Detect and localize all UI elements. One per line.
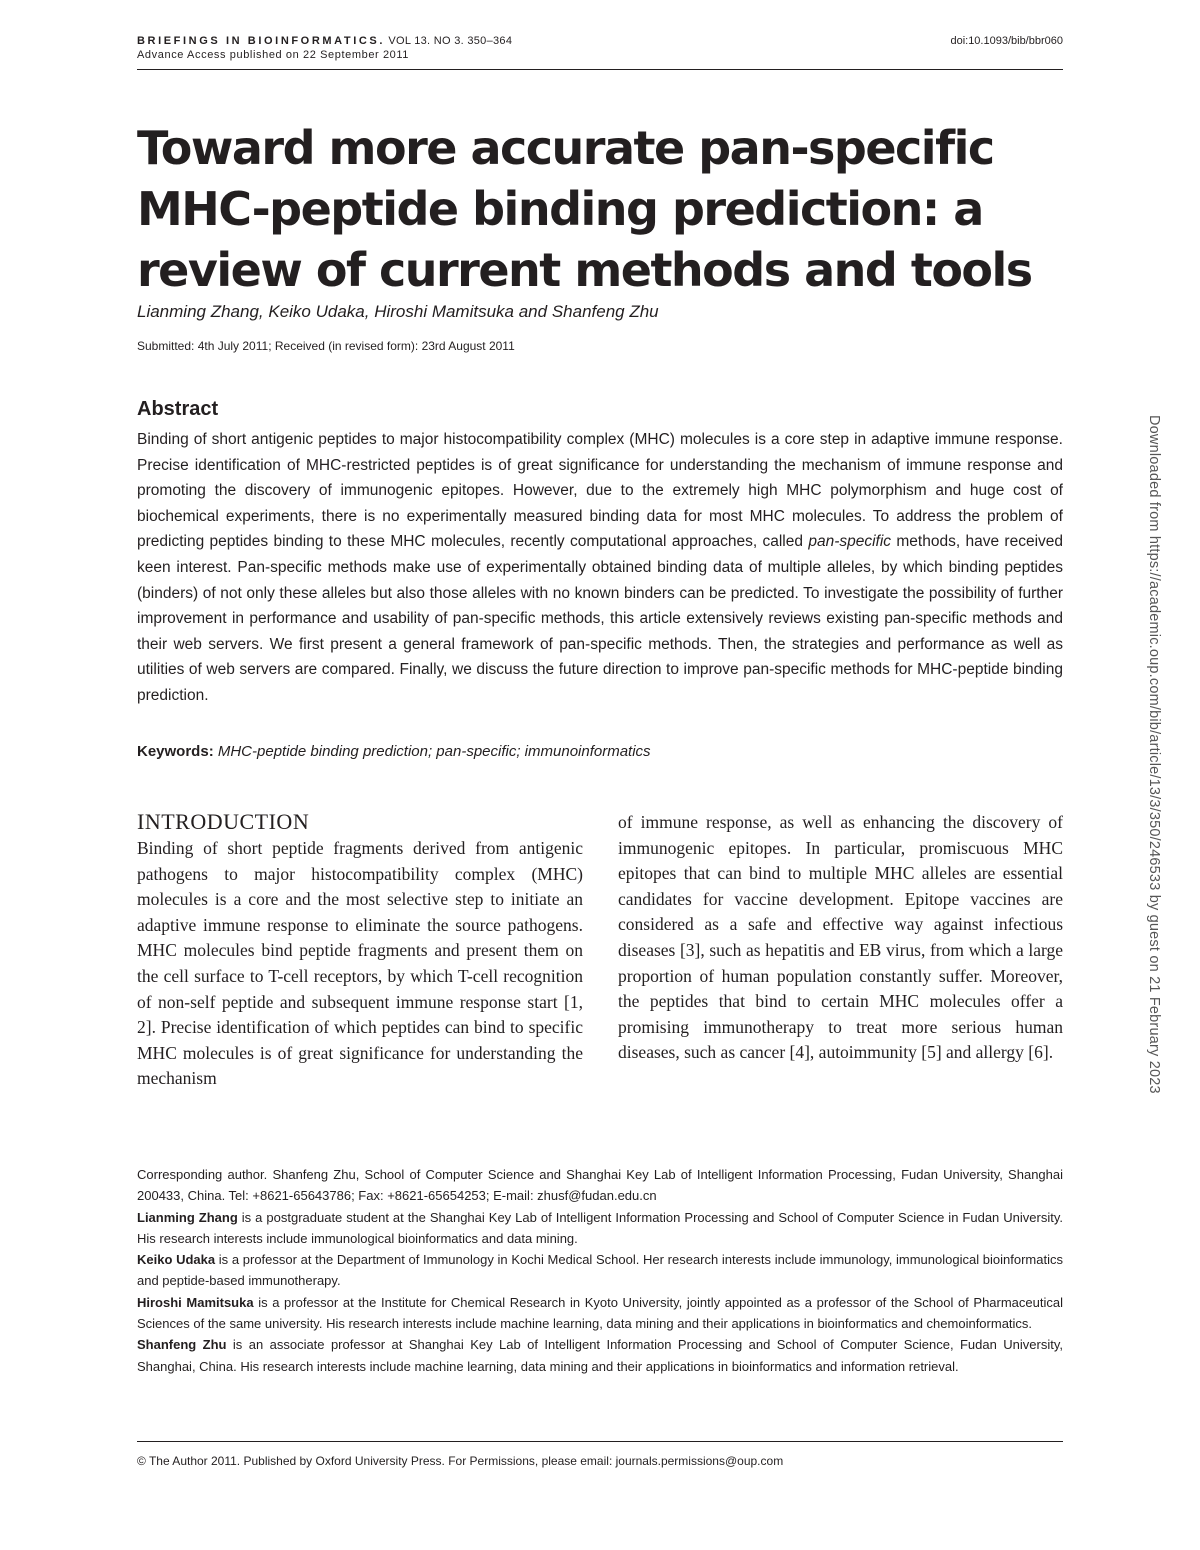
bio-text: is a postgraduate student at the Shanghai Key Lab of Intelligent Information Processing and School of Computer Science in Fudan University. His research interests include immunological bioinformatics and data mining.	[137, 1209, 1064, 1246]
doi: doi:10.1093/bib/bbr060	[950, 35, 1063, 47]
journal-name: BRIEFINGS IN BIOINFORMATICS.	[137, 35, 385, 47]
bio-name: Hiroshi Mamitsuka	[137, 1294, 254, 1310]
author-bio	[137, 1249, 1063, 1292]
corresponding-author-note: Corresponding author. Shanfeng Zhu, School of Computer Science and Shanghai Key Lab of Intelligent Information Processing, Fudan University, Shanghai 200433, China. Tel: +8621-65643786; Fax: +8621-65654253; E-mail: zhusf@fudan.edu.cn	[137, 1167, 1063, 1204]
introduction-heading: INTRODUCTION	[137, 809, 310, 834]
submission-dates: Submitted: 4th July 2011; Received (in revised form): 23rd August 2011	[137, 339, 515, 353]
bio-name: Lianming Zhang	[137, 1209, 238, 1225]
bio-name: Keiko Udaka	[137, 1252, 216, 1268]
abstract-emphasis: pan-specific	[808, 533, 892, 551]
introduction-right-column: of immune response, as well as enhancing the discovery of immunogenic epitopes. In particular, promiscuous MHC epitopes that can bind to multiple MHC alleles are essential candidates for vaccine development. Epitope vaccines are considered as a safe and effective way against infectious diseases [3], such as hepatitis and EB virus, from which a large proportion of human population constantly suffer. Moreover, the peptides that bind to certain MHC molecules offer a promising immunotherapy to treat more serious human diseases, such as cancer [4], autoimmunity [5] and allergy [6].	[618, 812, 1063, 1063]
abstract-text-part-2: methods, have received keen interest. Pan-specific methods make use of experimentally obtained binding data of multiple alleles, by which binding peptides (binders) of not only these alleles but also those alleles with no known binders can be predicted. To investigate the possibility of further improvement in performance and usability of pan-specific methods, this article extensively reviews existing pan-specific methods and their web servers. We first present a general framework of pan-specific methods. Then, the strategies and performance as well as utilities of web servers are compared. Finally, we discuss the future direction to improve pan-specific methods for MHC-peptide binding prediction.	[137, 533, 1064, 704]
introduction-left-column: Binding of short peptide fragments derived from antigenic pathogens to major histocompatibility complex (MHC) molecules is a core and the most selective step to initiate an adaptive immune response to eliminate the source pathogens. MHC molecules bind peptide fragments and present them on the cell surface to T-cell receptors, by which T-cell recognition of non-self peptide and subsequent immune response start [1, 2]. Precise identification of which peptides can bind to specific MHC molecules is of great significance for understanding the mechanism	[137, 838, 583, 1089]
abstract-heading: Abstract	[137, 398, 219, 420]
header-divider	[137, 69, 1063, 70]
author-bio	[137, 1207, 1063, 1250]
abstract-text-part-1: Binding of short antigenic peptides to major histocompatibility complex (MHC) molecules is a core step in adaptive immune response. Precise identification of MHC-restricted peptides is of great significance for understanding the mechanism of immune response and promoting the discovery of immunogenic epitopes. However, due to the extremely high MHC polymorphism and huge cost of biochemical experiments, there is no experimentally measured binding data for most MHC molecules. To address the problem of predicting peptides binding to these MHC molecules, recently computational approaches, called	[137, 431, 1063, 551]
bio-text: is a professor at the Institute for Chemical Research in Kyoto University, jointly appointed as a professor of the School of Pharmaceutical Sciences of the same university. His research interests include machine learning, data mining and their applications in bioinformatics and chemoinformatics.	[137, 1294, 1063, 1332]
keywords-list: MHC-peptide binding prediction; pan-specific; immunoinformatics	[217, 743, 651, 760]
abstract-text	[137, 427, 1063, 709]
bio-text: is an associate professor at Shanghai Key Lab of Intelligent Information Processing and School of Computer Science, Fudan University, Shanghai, China. His research interests include machine learning, data mining and their applications in bioinformatics and information retrieval.	[137, 1337, 1063, 1374]
author-bio	[137, 1334, 1063, 1377]
bio-name: Shanfeng Zhu	[137, 1337, 227, 1353]
journal-citation	[137, 35, 512, 47]
article-title: Toward more accurate pan-specific MHC-peptide binding prediction: a review of current methods and tools	[137, 121, 1032, 297]
footnotes	[137, 1164, 1063, 1377]
download-watermark: Downloaded from https://academic.oup.com/bib/article/13/3/350/246533 by guest on 21 February 2023	[1146, 415, 1162, 1094]
author-bio	[137, 1292, 1063, 1335]
volume-info: VOL 13. NO 3. 350–364	[388, 35, 513, 47]
keywords	[137, 743, 651, 760]
advance-access-line: Advance Access published on 22 September 2011	[137, 49, 410, 61]
bio-text: is a professor at the Department of Immunology in Kochi Medical School. Her research interests include immunology, immunological bioinformatics and peptide-based immunotherapy.	[137, 1252, 1063, 1289]
author-list: Lianming Zhang, Keiko Udaka, Hiroshi Mamitsuka and Shanfeng Zhu	[137, 302, 659, 321]
keywords-label: Keywords:	[137, 743, 214, 760]
footer-divider	[137, 1441, 1063, 1442]
copyright-notice: © The Author 2011. Published by Oxford University Press. For Permissions, please email: journals.permissions@oup.com	[137, 1454, 784, 1468]
